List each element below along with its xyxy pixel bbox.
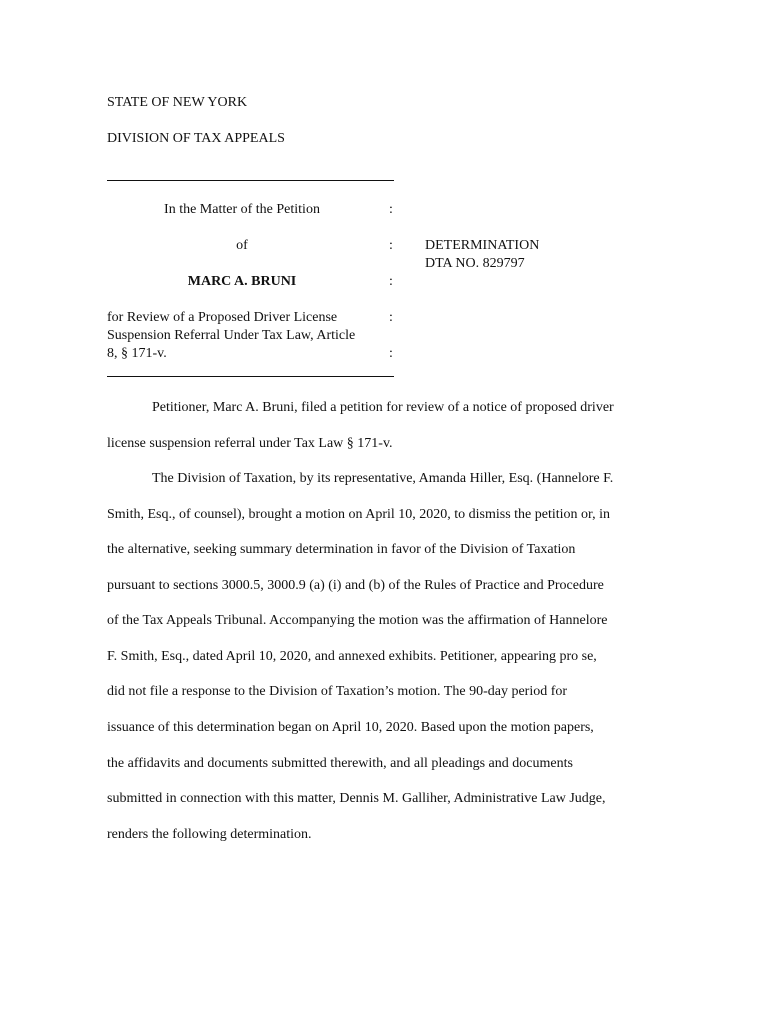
review-line-2: Suspension Referral Under Tax Law, Article <box>107 328 356 343</box>
of-line: of <box>236 238 248 253</box>
division-heading: DIVISION OF TAX APPEALS <box>107 131 285 146</box>
caption-bottom-rule <box>107 376 394 377</box>
matter-line: In the Matter of the Petition <box>164 202 320 217</box>
dta-number: DTA NO. 829797 <box>425 256 525 271</box>
body-line: license suspension referral under Tax Law § 171-v. <box>107 436 393 451</box>
body-line: the alternative, seeking summary determination in favor of the Division of Taxation <box>107 542 576 557</box>
caption-top-rule <box>107 180 394 181</box>
body-line: F. Smith, Esq., dated April 10, 2020, and annexed exhibits. Petitioner, appearing pro se, <box>107 649 597 664</box>
body-line: the affidavits and documents submitted therewith, and all pleadings and documents <box>107 756 573 771</box>
body-line: The Division of Taxation, by its representative, Amanda Hiller, Esq. (Hannelore F. <box>152 471 614 486</box>
caption-colon-3: : <box>389 274 393 289</box>
body-line: did not file a response to the Division of Taxation’s motion. The 90-day period for <box>107 684 568 699</box>
body-line: of the Tax Appeals Tribunal. Accompanying the motion was the affirmation of Hannelore <box>107 613 608 628</box>
body-line: Petitioner, Marc A. Bruni, filed a petition for review of a notice of proposed driver <box>152 400 614 415</box>
determination-title: DETERMINATION <box>425 238 540 253</box>
caption-colon-2: : <box>389 238 393 253</box>
body-line: issuance of this determination began on April 10, 2020. Based upon the motion papers, <box>107 720 594 735</box>
caption-colon-4: : <box>389 310 393 325</box>
state-heading: STATE OF NEW YORK <box>107 95 248 110</box>
body-line: renders the following determination. <box>107 827 312 842</box>
caption-colon-1: : <box>389 202 393 217</box>
review-line-3: 8, § 171-v. <box>107 346 167 361</box>
body-line: Smith, Esq., of counsel), brought a motion on April 10, 2020, to dismiss the petition or, in <box>107 507 611 522</box>
body-line: submitted in connection with this matter, Dennis M. Galliher, Administrative Law Judge, <box>107 791 606 806</box>
review-line-1: for Review of a Proposed Driver License <box>107 310 338 325</box>
caption-colon-5: : <box>389 346 393 361</box>
body-line: pursuant to sections 3000.5, 3000.9 (a) (i) and (b) of the Rules of Practice and Procedure <box>107 578 604 593</box>
petitioner-name: MARC A. BRUNI <box>187 274 297 289</box>
